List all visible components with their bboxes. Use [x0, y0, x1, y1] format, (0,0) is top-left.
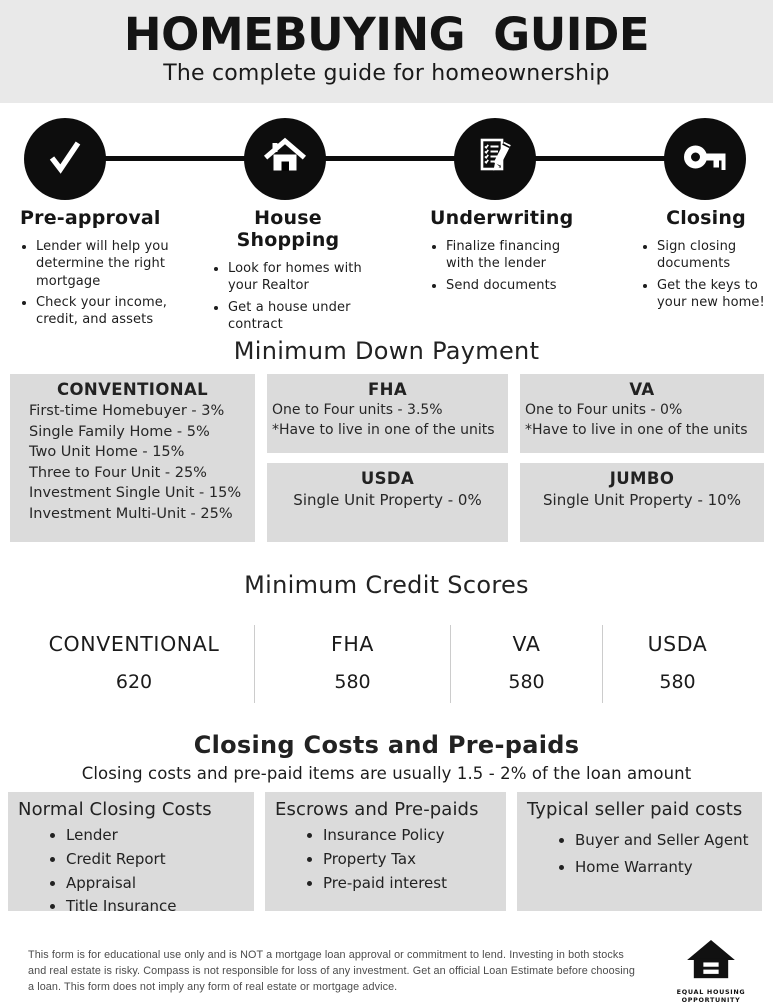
- cc-item: • Property Tax: [323, 849, 498, 871]
- cc-box-heading: Escrows and Pre-paids: [275, 799, 479, 820]
- cc-box-normal-closing-costs: [8, 792, 254, 916]
- step-closing: [641, 207, 771, 315]
- dp-box-heading: JUMBO: [609, 469, 675, 488]
- cc-box-items: [275, 825, 498, 894]
- step-bullet: • Look for homes with your Realtor: [228, 260, 364, 295]
- step-bullet: • Lender will help you determine the right mortgage: [36, 238, 198, 290]
- footer: [0, 940, 773, 1005]
- credit-score-value: 620: [115, 671, 153, 693]
- dp-line: Single Unit Property - 0%: [293, 491, 482, 509]
- step-circle-house-shopping: [244, 118, 326, 200]
- cc-box-heading: Normal Closing Costs: [18, 799, 212, 820]
- dp-line: One to Four units - 3.5%: [272, 402, 443, 418]
- dp-line: Investment Single Unit - 15%: [29, 485, 242, 502]
- cc-item: • Lender: [66, 825, 246, 847]
- dp-line: One to Four units - 0%: [525, 402, 683, 418]
- credit-score-label: USDA: [647, 632, 708, 656]
- cc-box-escrows-prepaids: [265, 792, 506, 911]
- dp-box-usda: [267, 463, 508, 542]
- step-bullets: [212, 260, 364, 333]
- cc-item: • Buyer and Seller Agent: [575, 830, 754, 852]
- credit-score-usda: [602, 625, 752, 703]
- down-payment-title: Minimum Down Payment: [233, 337, 540, 365]
- dp-line: First-time Homebuyer - 3%: [29, 403, 225, 419]
- step-bullet: • Get the keys to your new home!: [657, 277, 771, 312]
- logo-caption-line2: OPPORTUNITY: [681, 996, 741, 1005]
- credit-score-value: 580: [334, 671, 371, 693]
- equal-housing-logo-icon: [686, 967, 736, 986]
- step-house-shopping: [212, 207, 364, 337]
- credit-score-conventional: [14, 625, 254, 703]
- step-bullets: [20, 238, 198, 328]
- step-circle-preapproval: [24, 118, 106, 200]
- dp-box-conventional: [10, 374, 255, 542]
- cc-item: • Home Warranty: [575, 857, 754, 879]
- footer-disclaimer: This form is for educational use only and is NOT a mortgage loan approval or commitment to lend. Investing in both stocks and real estate is risky. Compass is not responsible for loss of any investment. Get an official Loan Estimate before choosing a loan. This form does not imply any form of real estate or mortgage advice.: [28, 949, 635, 994]
- closing-costs-title: Closing Costs and Pre-paids: [193, 731, 580, 759]
- dp-line: Three to Four Unit - 25%: [29, 464, 207, 481]
- credit-score-label: VA: [512, 632, 541, 656]
- key-icon: [679, 131, 731, 187]
- timeline: [0, 103, 773, 335]
- document-pen-icon: [469, 131, 521, 187]
- credit-scores-title: Minimum Credit Scores: [244, 571, 529, 599]
- step-label: Closing: [666, 207, 746, 229]
- dp-box-heading: USDA: [360, 469, 415, 488]
- dp-line: *Have to live in one of the units: [525, 421, 748, 438]
- cc-item: • Credit Report: [66, 849, 246, 871]
- step-bullet: • Send documents: [446, 277, 562, 294]
- dp-line: Single Unit Property - 10%: [543, 491, 741, 509]
- credit-score-label: FHA: [330, 632, 375, 656]
- cc-item: • Title Insurance: [66, 896, 246, 918]
- header: [0, 0, 773, 103]
- step-preapproval: [20, 207, 198, 332]
- cc-box-seller-paid-costs: [517, 792, 762, 911]
- step-label: Pre-approval: [20, 207, 161, 229]
- closing-costs-subtitle: Closing costs and pre-paid items are usually 1.5 - 2% of the loan amount: [81, 764, 692, 783]
- equal-housing-opportunity: [675, 940, 747, 1005]
- step-bullets: [430, 238, 562, 294]
- cc-item: • Appraisal: [66, 873, 246, 895]
- credit-score-fha: [254, 625, 450, 703]
- dp-line: Two Unit Home - 15%: [29, 444, 185, 461]
- credit-score-label: CONVENTIONAL: [48, 632, 220, 656]
- dp-box-va: [520, 374, 764, 453]
- step-circle-underwriting: [454, 118, 536, 200]
- cc-box-heading: Typical seller paid costs: [527, 799, 743, 820]
- down-payment-grid: [10, 374, 762, 542]
- cc-item: • Pre-paid interest: [323, 873, 498, 895]
- dp-line: Investment Multi-Unit - 25%: [29, 505, 233, 522]
- step-underwriting: [430, 207, 574, 298]
- dp-line: *Have to live in one of the units: [272, 421, 495, 438]
- dp-box-heading: FHA: [367, 380, 408, 399]
- cc-item: • Insurance Policy: [323, 825, 498, 847]
- step-label: House Shopping: [236, 207, 340, 251]
- closing-costs-grid: [8, 792, 764, 916]
- credit-scores-row: [14, 625, 773, 703]
- dp-box-jumbo: [520, 463, 764, 542]
- credit-score-value: 580: [659, 671, 696, 693]
- step-bullet: • Check your income, credit, and assets: [36, 294, 198, 329]
- step-label: Underwriting: [430, 207, 574, 229]
- cc-box-items: [527, 830, 754, 879]
- dp-box-heading: CONVENTIONAL: [56, 380, 209, 399]
- logo-caption-line1: EQUAL HOUSING: [676, 988, 746, 996]
- house-icon: [259, 131, 311, 187]
- cc-box-items: [18, 825, 246, 918]
- credit-score-value: 580: [508, 671, 545, 693]
- credit-score-va: [450, 625, 602, 703]
- page-subtitle: The complete guide for homeownership: [163, 61, 610, 87]
- step-circle-closing: [664, 118, 746, 200]
- dp-line: Single Family Home - 5%: [29, 423, 210, 440]
- step-bullet: • Sign closing documents: [657, 238, 771, 273]
- step-bullets: [641, 238, 771, 311]
- dp-box-heading: VA: [629, 380, 655, 399]
- timeline-line: [65, 156, 705, 161]
- step-bullet: • Finalize financing with the lender: [446, 238, 562, 273]
- step-bullet: • Get a house under contract: [228, 299, 364, 334]
- dp-box-fha: [267, 374, 508, 453]
- page-title: HOMEBUYING GUIDE: [123, 8, 650, 61]
- check-icon: [39, 131, 91, 187]
